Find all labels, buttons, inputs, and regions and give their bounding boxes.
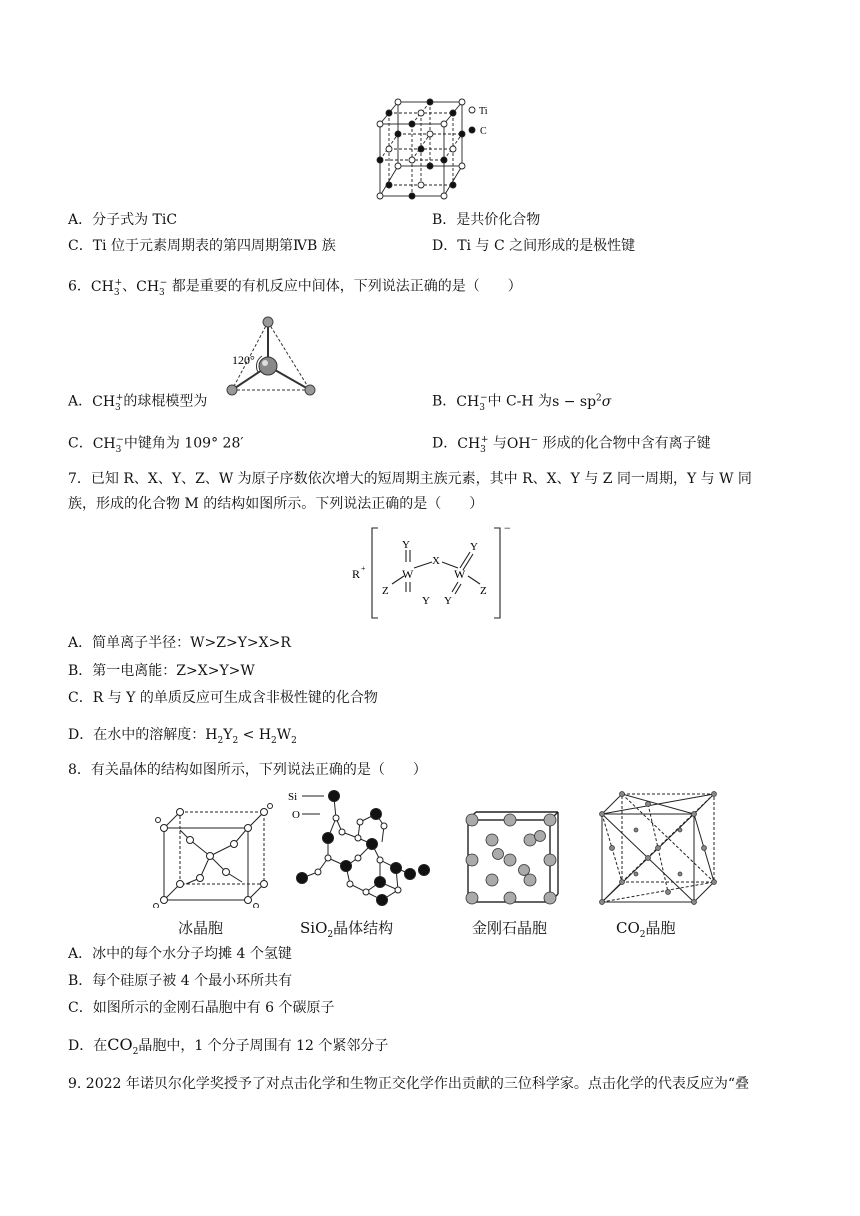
svg-text:Z: Z xyxy=(382,585,389,597)
q8-option-c[interactable]: C．如图所示的金刚石晶胞中有 6 个碳原子 xyxy=(68,1000,335,1016)
caption-ice: 冰晶胞 xyxy=(178,919,224,937)
compound-m-structure xyxy=(348,522,524,624)
q8-stem: 8．有关晶体的结构如图所示，下列说法正确的是（ ） xyxy=(68,762,427,778)
caption-sio2: SiO$_2$晶体结构 xyxy=(300,919,394,940)
o-label: O xyxy=(292,809,300,821)
sio2-structure-figure xyxy=(288,786,436,910)
q8-option-a[interactable]: A．冰中的每个水分子均摊 4 个氢键 xyxy=(68,946,292,962)
caption-co2: $CO_2$晶胞 xyxy=(616,919,676,940)
q7-option-c[interactable]: C．R 与 Y 的单质反应可生成含非极性键的化合物 xyxy=(68,690,378,706)
legend-c: C xyxy=(480,126,487,137)
q7-option-b[interactable]: B．第一电离能：Z>X>Y>W xyxy=(68,663,255,679)
q7-option-a[interactable]: A．简单离子半径：W>Z>Y>X>R xyxy=(68,635,291,651)
ch3-ball-stick-figure xyxy=(222,314,322,402)
q7-stem-line1: 7．已知 R、X、Y、Z、W 为原子序数依次增大的短周期主族元素，其中 R、X、Y 与 Z 同一周期，Y 与 W 同 xyxy=(68,471,752,487)
q7-stem-line2: 族，形成的化合物 M 的结构如图所示。下列说法正确的是（ ） xyxy=(68,496,484,512)
tic-crystal-figure xyxy=(370,96,510,204)
svg-text:W: W xyxy=(402,567,414,581)
q5-option-d[interactable]: D．Ti 与 C 之间形成的是极性键 xyxy=(432,238,636,254)
ice-cell-figure-drawing xyxy=(150,800,274,908)
q6-option-d[interactable]: D．$CH_3^+$ 与OH− 形成的化合物中含有离子键 xyxy=(432,435,711,455)
q6-option-b[interactable]: B．$CH_3^-$中 C-H 为$s - sp^2\sigma$ xyxy=(432,393,612,413)
caption-diamond: 金刚石晶胞 xyxy=(472,919,548,937)
svg-text:Y: Y xyxy=(422,595,430,607)
co2-cell-figure xyxy=(594,790,724,906)
svg-text:Z: Z xyxy=(480,585,487,597)
q8-option-b[interactable]: B．每个硅原子被 4 个最小环所共有 xyxy=(68,973,293,989)
q9-stem-line1: 9. 2022 年诺贝尔化学奖授予了对点击化学和生物正交化学作出贡献的三位科学家。点击化学的代表反应为“叠 xyxy=(68,1076,750,1092)
svg-text:W: W xyxy=(454,567,466,581)
q6-option-c[interactable]: C．$CH_3^-$中键角为 109° 28′ xyxy=(68,435,244,455)
svg-text:Y: Y xyxy=(444,595,452,607)
svg-text:+: + xyxy=(361,564,366,573)
svg-text:R: R xyxy=(352,567,361,581)
si-label: Si xyxy=(288,791,298,803)
q5-option-a[interactable]: A．分子式为 TiC xyxy=(68,212,178,228)
svg-text:Y: Y xyxy=(470,541,478,553)
diamond-cell-figure xyxy=(462,808,562,908)
svg-text:−: − xyxy=(504,522,511,535)
angle-label: 120° xyxy=(232,353,255,367)
q5-option-c[interactable]: C．Ti 位于元素周期表的第四周期第ⅣB 族 xyxy=(68,238,336,254)
q6-stem: 6．$CH_3^+$、$CH_3^-$ 都是重要的有机反应中间体，下列说法正确的是（ ） xyxy=(68,278,522,298)
svg-text:Y: Y xyxy=(402,539,410,551)
svg-text:X: X xyxy=(432,555,440,567)
q6-option-a[interactable]: A．$CH_3^+$的球棍模型为 xyxy=(68,393,208,413)
legend-ti: Ti xyxy=(479,106,488,117)
q5-option-b[interactable]: B．是共价化合物 xyxy=(432,212,541,228)
q8-option-d[interactable]: D．在$CO_2$晶胞中，1 个分子周围有 12 个紧邻分子 xyxy=(68,1035,389,1058)
q7-option-d[interactable]: D．在水中的溶解度：$H_2Y_2 < H_2W_2$ xyxy=(68,727,297,746)
